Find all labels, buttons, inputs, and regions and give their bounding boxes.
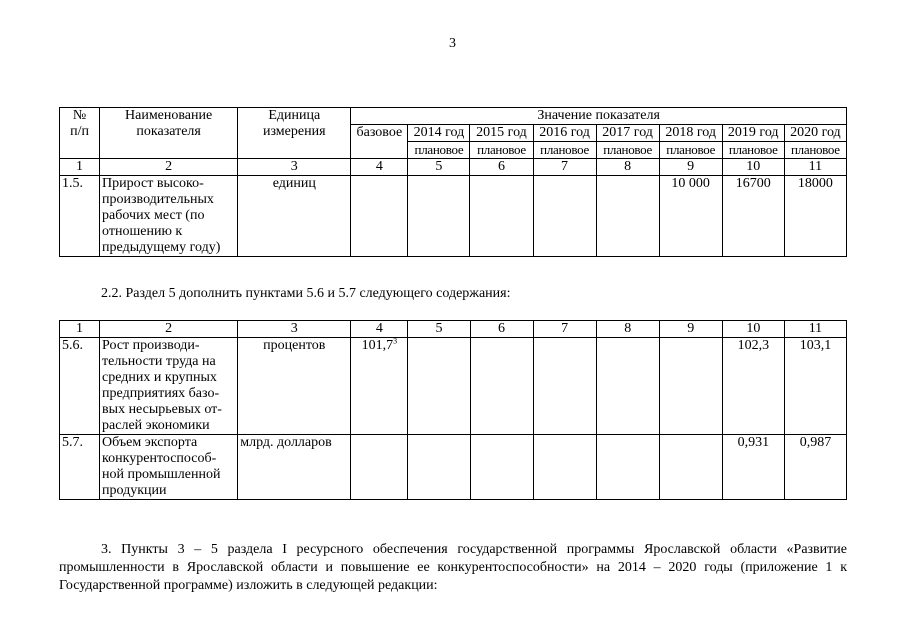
header-plan: плановое bbox=[722, 142, 784, 159]
row-unit: единиц bbox=[238, 176, 351, 257]
header-plan: плановое bbox=[596, 142, 659, 159]
column-index: 4 bbox=[351, 159, 408, 176]
row-unit: процентов bbox=[238, 338, 351, 435]
header-plan: плановое bbox=[408, 142, 470, 159]
row-number: 5.6. bbox=[60, 338, 100, 435]
header-year-2018: 2018 год bbox=[659, 125, 722, 142]
column-index: 7 bbox=[533, 159, 596, 176]
cell-empty bbox=[470, 435, 533, 500]
value-2018: 10 000 bbox=[659, 176, 722, 257]
value-2020: 18000 bbox=[784, 176, 846, 257]
row-indicator-name: Прирост высоко- производительных рабочих мест (по отношению к предыдущему году) bbox=[100, 176, 238, 257]
value-2019: 16700 bbox=[722, 176, 784, 257]
column-index-row bbox=[60, 159, 847, 176]
value-2019: 102,3 bbox=[722, 338, 784, 435]
page-number: 3 bbox=[449, 36, 456, 51]
header-year-2017: 2017 год bbox=[596, 125, 659, 142]
paragraph-section-3: 3. Пункты 3 – 5 раздела I ресурсного обеспечения государственной программы Ярославской области «Развитие промышленности в Ярославской области и повышение ее конкурентоспособности» на 2014 – 2020 годы (приложение 1 к Государственной программе) изложить в следующей редакции: bbox=[59, 542, 847, 593]
value-base: 101,7$^3$ bbox=[351, 338, 408, 435]
column-index: 6 bbox=[470, 321, 533, 338]
column-index: 2 bbox=[100, 321, 238, 338]
table-row bbox=[60, 338, 847, 435]
header-plan: плановое bbox=[659, 142, 722, 159]
column-index: 9 bbox=[659, 321, 722, 338]
cell-empty bbox=[659, 435, 722, 500]
row-indicator-name: Объем экспорта конкурентоспособ- ной промышленной продукции bbox=[100, 435, 238, 500]
header-year-2015: 2015 год bbox=[470, 125, 533, 142]
header-unit: Единица измерения bbox=[238, 108, 351, 159]
cell-empty bbox=[351, 176, 408, 257]
column-index: 3 bbox=[238, 159, 351, 176]
cell-empty bbox=[408, 176, 470, 257]
column-index: 10 bbox=[722, 321, 784, 338]
row-number: 5.7. bbox=[60, 435, 100, 500]
table-row bbox=[60, 435, 847, 500]
table-row bbox=[60, 176, 847, 257]
footnote-mark: 3 bbox=[393, 336, 398, 346]
column-index: 6 bbox=[470, 159, 533, 176]
cell-empty bbox=[596, 338, 659, 435]
column-index: 3 bbox=[238, 321, 351, 338]
column-index: 11 bbox=[784, 159, 846, 176]
cell-empty bbox=[596, 435, 659, 500]
row-number: 1.5. bbox=[60, 176, 100, 257]
header-year-2019: 2019 год bbox=[722, 125, 784, 142]
value-2020: 103,1 bbox=[784, 338, 846, 435]
column-index: 1 bbox=[60, 159, 100, 176]
column-index: 8 bbox=[596, 321, 659, 338]
header-year-2020: 2020 год bbox=[784, 125, 846, 142]
header-plan: плановое bbox=[533, 142, 596, 159]
paragraph-section-2-2: 2.2. Раздел 5 дополнить пунктами 5.6 и 5.7 следующего содержания: bbox=[101, 286, 511, 301]
column-index: 11 bbox=[784, 321, 846, 338]
cell-empty bbox=[533, 176, 596, 257]
column-index: 7 bbox=[533, 321, 596, 338]
column-index-row bbox=[60, 321, 847, 338]
column-index: 2 bbox=[100, 159, 238, 176]
new-indicators-table bbox=[59, 320, 847, 500]
column-index: 5 bbox=[408, 159, 470, 176]
header-year-2016: 2016 год bbox=[533, 125, 596, 142]
value-2019: 0,931 bbox=[722, 435, 784, 500]
cell-empty bbox=[351, 435, 408, 500]
cell-empty bbox=[408, 435, 470, 500]
header-num: № п/п bbox=[60, 108, 100, 159]
header-year-2014: 2014 год bbox=[408, 125, 470, 142]
header-plan: плановое bbox=[784, 142, 846, 159]
column-index: 1 bbox=[60, 321, 100, 338]
column-index: 9 bbox=[659, 159, 722, 176]
cell-empty bbox=[470, 338, 533, 435]
indicators-table bbox=[59, 107, 847, 257]
row-indicator-name: Рост производи- тельности труда на средних и крупных предприятиях базо- вых несырьевых от- раслей экономики bbox=[100, 338, 238, 435]
column-index: 4 bbox=[351, 321, 408, 338]
header-value-group: Значение показателя bbox=[351, 108, 847, 125]
cell-empty bbox=[533, 435, 596, 500]
cell-empty bbox=[659, 338, 722, 435]
cell-empty bbox=[596, 176, 659, 257]
row-unit: млрд. долларов bbox=[238, 435, 351, 500]
column-index: 8 bbox=[596, 159, 659, 176]
cell-empty bbox=[470, 176, 533, 257]
cell-empty bbox=[408, 338, 470, 435]
value-2020: 0,987 bbox=[784, 435, 846, 500]
cell-empty bbox=[533, 338, 596, 435]
column-index: 10 bbox=[722, 159, 784, 176]
header-base: базовое bbox=[351, 125, 408, 159]
header-plan: плановое bbox=[470, 142, 533, 159]
column-index: 5 bbox=[408, 321, 470, 338]
header-indicator-name: Наименование показателя bbox=[100, 108, 238, 159]
